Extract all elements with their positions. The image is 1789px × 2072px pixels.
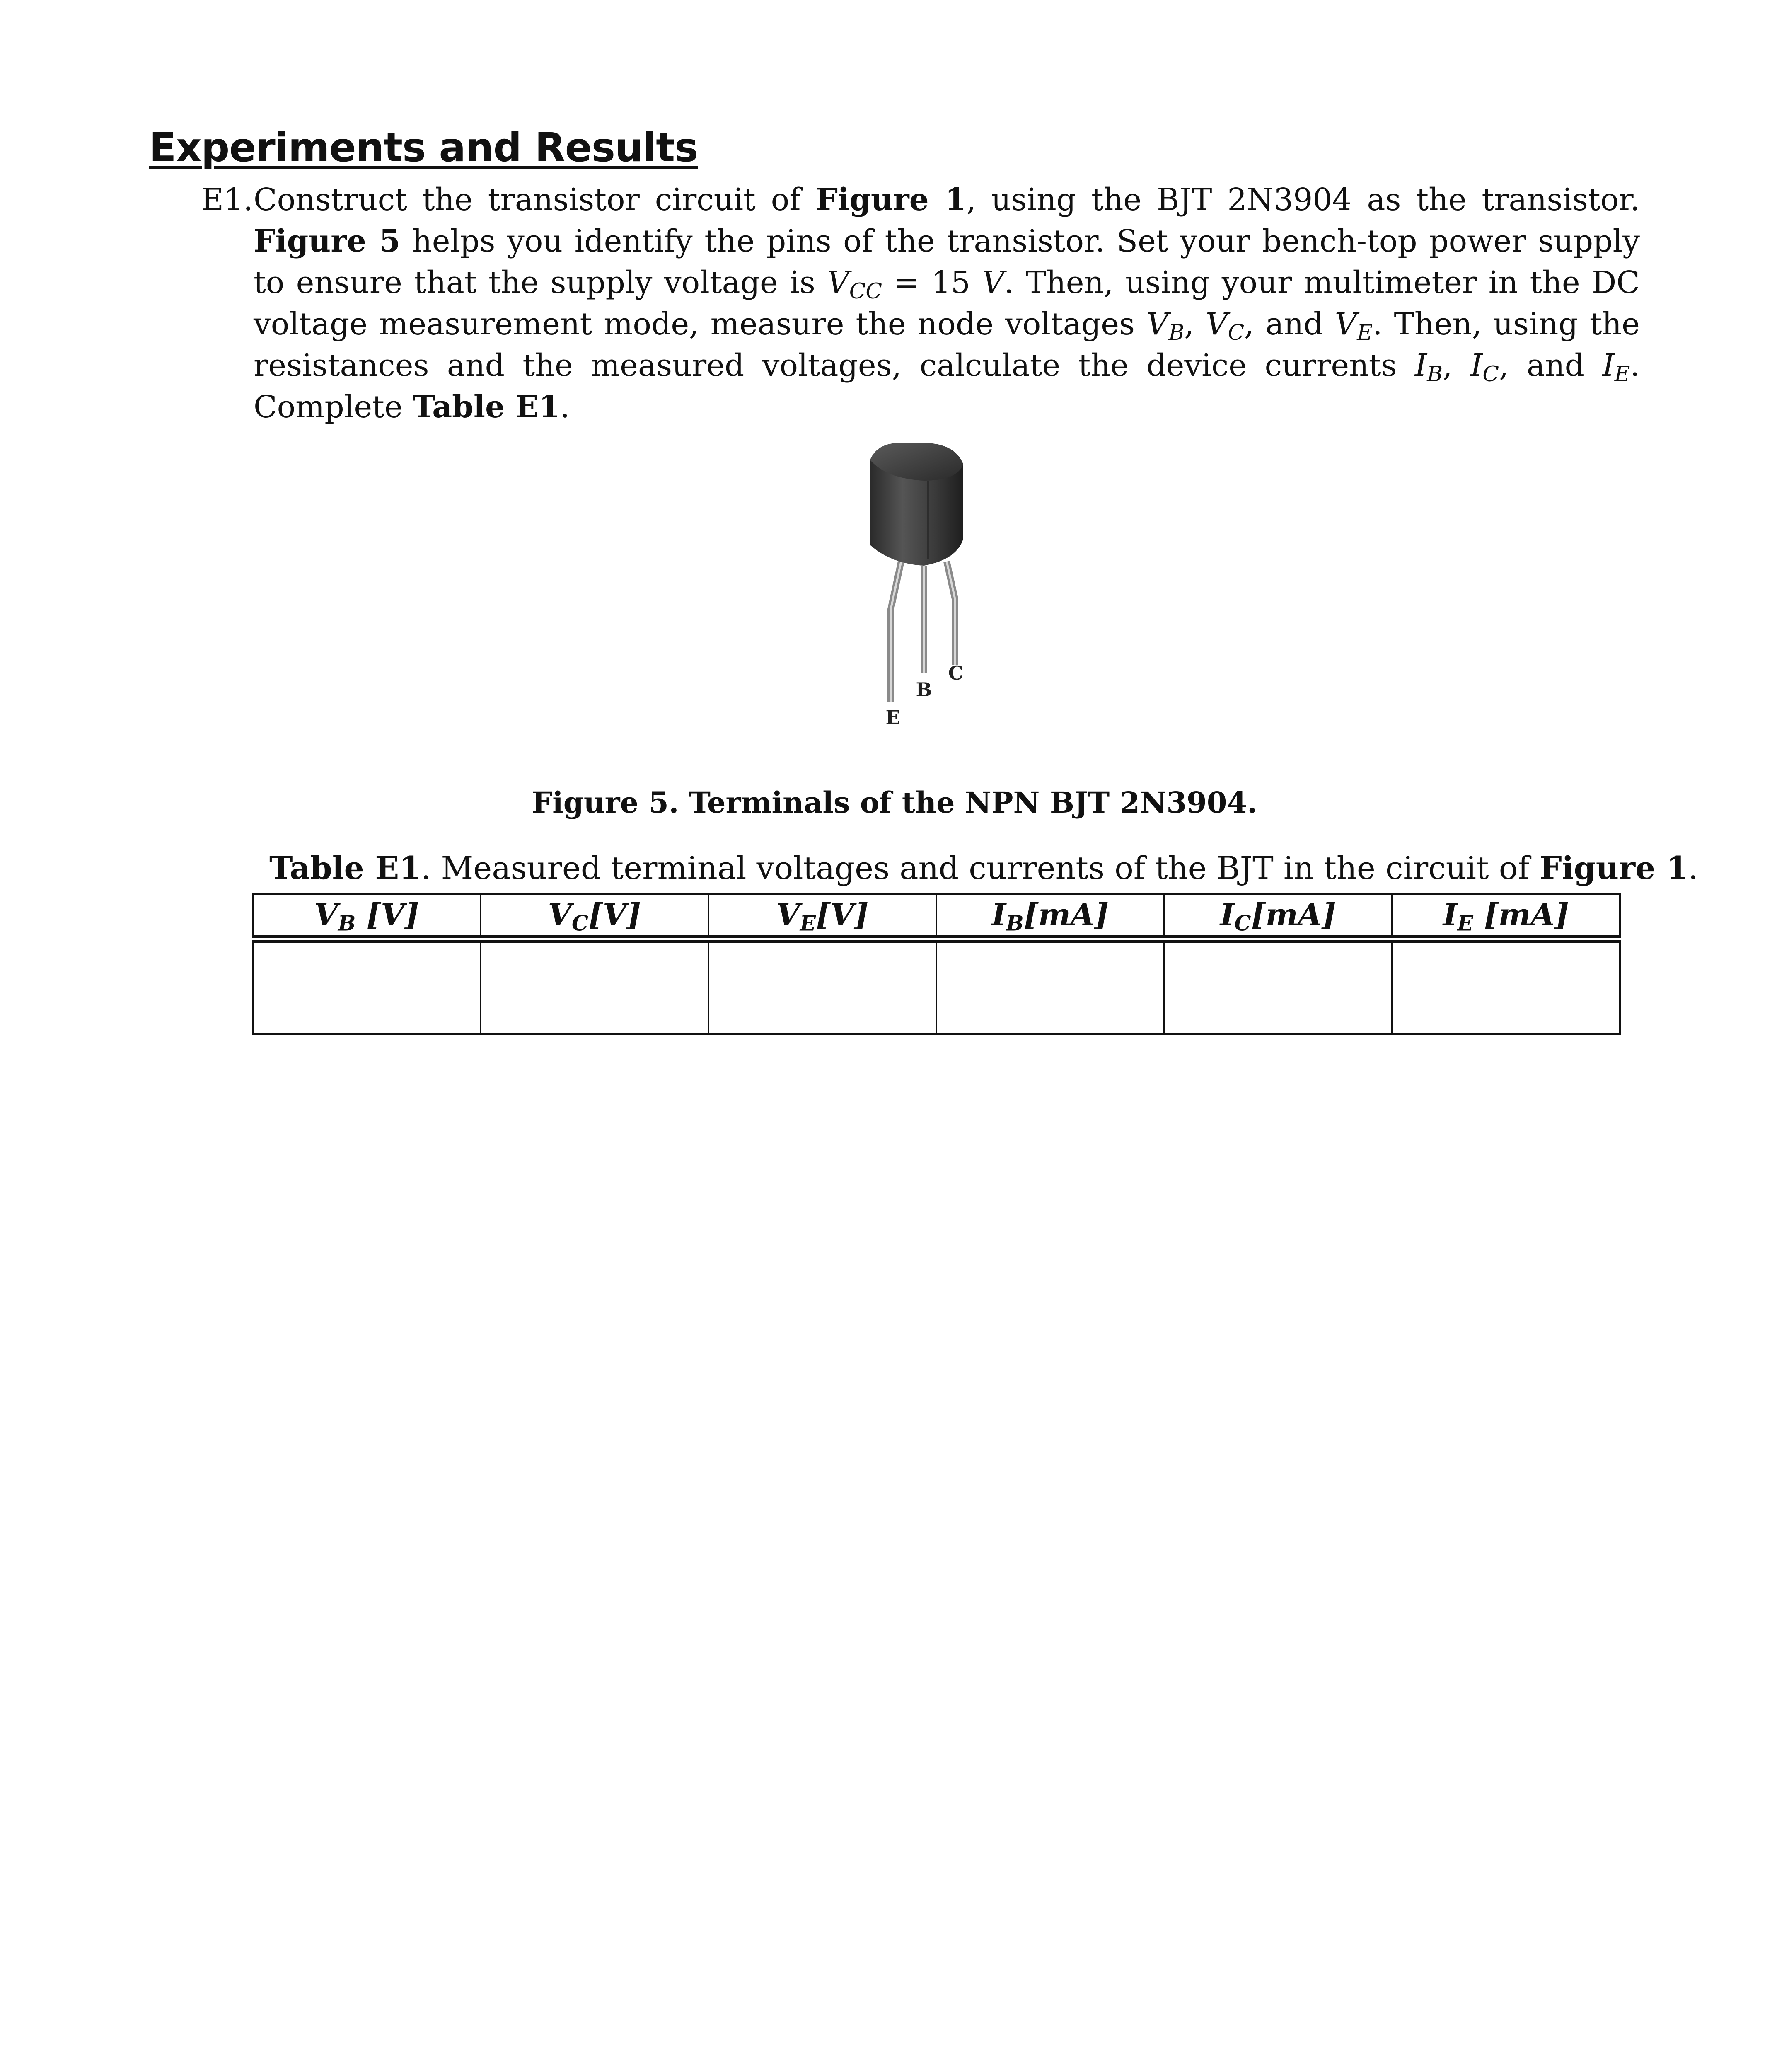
col-header-ic: $I_C[mA]$ (1164, 894, 1392, 939)
figure-caption: Figure 5. Terminals of the NPN BJT 2N3904. (532, 785, 1257, 820)
col-header-ib: $I_B[mA]$ (936, 894, 1164, 939)
vb-symbol: $V_B$ (1146, 306, 1185, 345)
pin-label-b: B (916, 678, 932, 701)
vcc-expression: $V_{CC} = 15$ V (827, 265, 1004, 304)
col-header-ve: $V_E[V]$ (708, 894, 936, 939)
item-number: E1. (201, 182, 253, 218)
col-header-vb: $V_B$ [V] (253, 894, 481, 939)
ic-symbol: $I_C$ (1470, 348, 1499, 387)
cell-vb-value[interactable] (253, 939, 481, 1034)
lead-e (891, 562, 901, 702)
cell-ve-value[interactable] (708, 939, 936, 1034)
figure-ref: Figure 1 (816, 182, 967, 218)
table-row (253, 939, 1620, 1034)
table-caption: Table E1. Measured terminal voltages and currents of the BJT in the circuit of Figure 1. (269, 850, 1698, 886)
col-header-ie: $I_E$ [mA] (1392, 894, 1620, 939)
section-heading: Experiments and Results (149, 124, 698, 171)
pin-label-e: E (885, 706, 900, 729)
cell-vc-value[interactable] (481, 939, 708, 1034)
lead-c (947, 562, 955, 665)
text: , using the BJT 2N3904 as the transistor. (966, 182, 1640, 218)
ve-symbol: $V_E$ (1334, 306, 1373, 345)
results-table (252, 893, 1621, 1035)
cell-ib-value[interactable] (936, 939, 1164, 1034)
table-ref: Table E1 (412, 389, 560, 425)
item-paragraph: Construct the transistor circuit of Figure 1, using the BJT 2N3904 as the transistor. Figure 5 helps you identify the pins of the transistor. Set your bench-top power supply to ensure that the supply voltage is $V_{CC} = 15$ V. Then, using your multimeter in the DC voltage measurement mode, measure the node voltages $V_B$, $V_C$, and $V_E$. Then, using the resistances and the measured voltages, calculate the device currents $I_B$, $I_C$, and $I_E$. Complete Table E1. (254, 182, 1640, 425)
cell-ic-value[interactable] (1164, 939, 1392, 1034)
figure-ref: Figure 5 (254, 223, 401, 259)
text: Construct the transistor circuit of (254, 182, 816, 218)
figure-ref: Figure 1 (1539, 850, 1688, 886)
table-header-row (253, 894, 1620, 939)
pin-label-c: C (948, 662, 964, 684)
cell-ie-value[interactable] (1392, 939, 1620, 1034)
col-header-vc: $V_C[V]$ (481, 894, 708, 939)
vc-symbol: $V_C$ (1206, 306, 1245, 345)
ie-symbol: $I_E$ (1602, 348, 1630, 387)
text: . Then, using the resistances and the measured voltages, calculate the device currents (254, 306, 1640, 383)
ib-symbol: $I_B$ (1414, 348, 1443, 387)
table-label: Table E1 (269, 850, 421, 886)
transistor-2n3904-image (862, 435, 1027, 758)
table-caption-text: . Measured terminal voltages and currents of the BJT in the circuit of (421, 850, 1540, 886)
text: . Then, using your multimeter in the DC voltage measurement mode, measure the node voltages (254, 265, 1640, 342)
text: . Complete (254, 348, 1640, 425)
text: helps you identify the pins of the transistor. Set your bench-top power supply to ensure that the supply voltage is (254, 223, 1640, 300)
